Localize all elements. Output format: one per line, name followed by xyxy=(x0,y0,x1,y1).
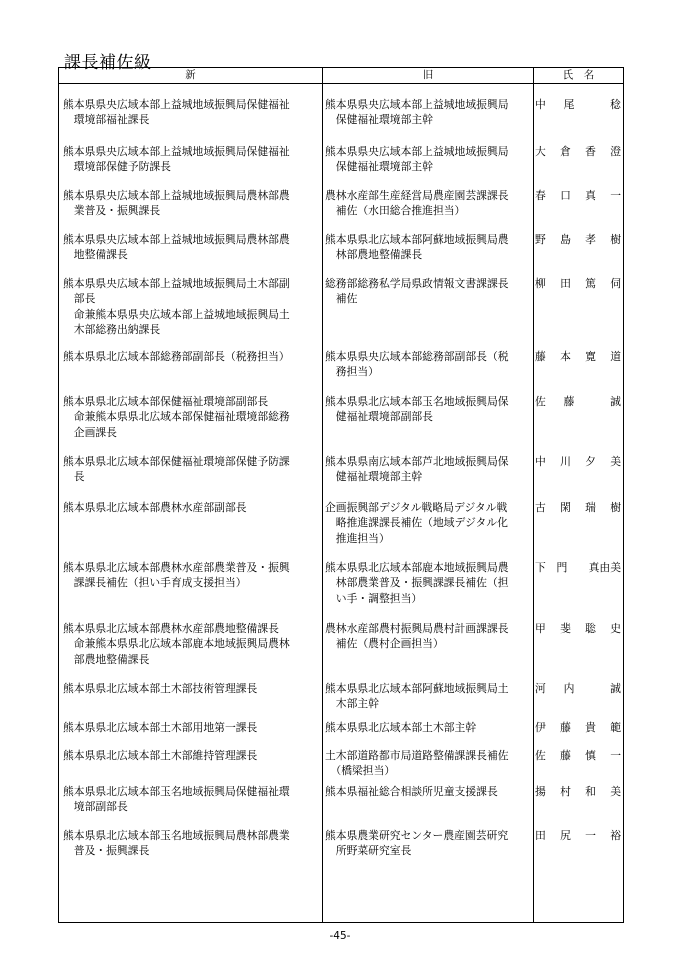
new-position: 熊本県県央広域本部上益城地域振興局土木部副 部長 命兼熊本県県央広域本部上益城地域振興局土 木部総務出納課長 xyxy=(63,277,290,336)
person-name xyxy=(535,828,621,843)
old-position: 熊本県県央広域本部上益城地域振興局 保健福祉環境部主幹 xyxy=(325,98,509,127)
name-char: 稔 xyxy=(610,98,621,111)
name-char: 慎 xyxy=(585,749,596,762)
old-position: 熊本県農業研究センター農産園芸研究 所野菜研究室長 xyxy=(325,829,509,858)
name-char: 貴 xyxy=(585,721,596,734)
person-name xyxy=(535,621,621,636)
new-position: 熊本県県北広域本部土木部用地第一課長 xyxy=(63,721,258,734)
new-position: 熊本県県央広域本部上益城地域振興局保健福祉 環境部保健予防課長 xyxy=(63,145,290,174)
person-name xyxy=(535,454,621,469)
name-char: 斐 xyxy=(560,622,571,635)
person-name xyxy=(535,720,621,735)
old-position: 熊本県県北広域本部阿蘇地域振興局土 木部主幹 xyxy=(325,682,509,711)
name-char: 聡 xyxy=(585,622,596,635)
name-char: 真由美 xyxy=(588,561,621,574)
name-char: 裕 xyxy=(610,829,621,842)
old-position: 熊本県県南広域本部芦北地域振興局保 健福祉環境部主幹 xyxy=(325,455,509,484)
name-char: 樹 xyxy=(610,501,621,514)
personnel-table xyxy=(58,67,624,923)
name-char: 真 xyxy=(585,189,596,202)
name-char: 大 xyxy=(535,145,546,158)
person-name xyxy=(535,748,621,763)
page-heading: 課長補佐級 xyxy=(64,53,152,73)
new-position: 熊本県県北広域本部保健福祉環境部副部長 命兼熊本県県北広域本部保健福祉環境部総務 企画課長 xyxy=(63,395,290,439)
name-char: 田 xyxy=(560,277,571,290)
name-char: 美 xyxy=(610,455,621,468)
old-position: 熊本県県北広域本部阿蘇地域振興局農 林部農地整備課長 xyxy=(325,233,509,262)
old-position: 農林水産部生産経営局農産園芸課課長 補佐（水田総合推進担当） xyxy=(325,189,509,218)
header-name: 氏 名 xyxy=(562,69,595,81)
person-name xyxy=(535,784,621,799)
name-char: 口 xyxy=(560,189,571,202)
name-char: 伊 xyxy=(535,721,546,734)
old-position: 企画振興部デジタル戦略局デジタル戦 略推進課課長補佐（地域デジタル化 推進担当） xyxy=(325,501,508,545)
name-char: 藤 xyxy=(560,721,571,734)
name-char: 夕 xyxy=(585,455,596,468)
name-char: 和 xyxy=(585,785,596,798)
name-char: 内 xyxy=(563,682,575,695)
name-char: 中 xyxy=(535,455,546,468)
new-position: 熊本県県北広域本部総務部副部長（税務担当） xyxy=(63,350,290,363)
person-name xyxy=(535,188,621,203)
old-position: 農林水産部農村振興局農村計画課課長 補佐（農村企画担当） xyxy=(325,622,509,651)
person-name xyxy=(535,232,621,247)
name-char: 春 xyxy=(535,189,546,202)
name-char: 一 xyxy=(610,749,621,762)
name-char: 藤 xyxy=(563,395,575,408)
new-position: 熊本県県央広域本部上益城地域振興局農林部農 業普及・振興課長 xyxy=(63,189,290,218)
name-char: 瑞 xyxy=(585,501,596,514)
name-char: 孝 xyxy=(585,233,596,246)
name-char: 佐 xyxy=(535,749,546,762)
name-char: 道 xyxy=(610,350,621,363)
name-char: 閑 xyxy=(560,501,571,514)
name-char: 本 xyxy=(560,350,571,363)
name-char: 揚 xyxy=(535,785,546,798)
person-name xyxy=(535,500,621,515)
name-char: 下 xyxy=(535,561,546,574)
header-old: 旧 xyxy=(422,69,434,81)
name-char: 誠 xyxy=(610,395,621,408)
old-position: 熊本県県北広域本部玉名地域振興局保 健福祉環境部副部長 xyxy=(325,395,509,424)
person-name xyxy=(535,394,621,409)
name-char: 香 xyxy=(585,145,596,158)
table-header xyxy=(59,68,623,84)
new-position: 熊本県県北広域本部玉名地域振興局農林部農業 普及・振興課長 xyxy=(63,829,290,858)
name-char: 範 xyxy=(610,721,621,734)
name-char: 河 xyxy=(535,682,546,695)
name-char: 野 xyxy=(535,233,546,246)
name-char: 一 xyxy=(585,829,596,842)
new-position: 熊本県県北広域本部農林水産部農地整備課長 命兼熊本県県北広域本部鹿本地域振興局農林 部農地整備課長 xyxy=(63,622,290,666)
person-name xyxy=(535,349,621,364)
name-char: 中 xyxy=(535,98,546,111)
name-char: 川 xyxy=(560,455,571,468)
name-char: 一 xyxy=(610,189,621,202)
new-position: 熊本県県北広域本部玉名地域振興局保健福祉環 境部副部長 xyxy=(63,785,290,814)
name-char: 倉 xyxy=(560,145,571,158)
name-char: 柳 xyxy=(535,277,546,290)
new-position: 熊本県県北広域本部農林水産部農業普及・振興 課課長補佐（担い手育成支援担当） xyxy=(63,561,290,590)
name-char: 村 xyxy=(560,785,571,798)
person-name xyxy=(535,560,621,575)
new-position: 熊本県県北広域本部土木部技術管理課長 xyxy=(63,682,258,695)
column-divider-2 xyxy=(533,68,534,922)
old-position: 熊本県県央広域本部上益城地域振興局 保健福祉環境部主幹 xyxy=(325,145,509,174)
name-char: 伺 xyxy=(610,277,621,290)
person-name xyxy=(535,276,621,291)
old-position: 熊本県県北広域本部土木部主幹 xyxy=(325,721,477,734)
name-char: 美 xyxy=(610,785,621,798)
old-position: 土木部道路都市局道路整備課課長補佐 （橋梁担当） xyxy=(325,749,509,778)
name-char: 藤 xyxy=(535,350,546,363)
name-char: 樹 xyxy=(610,233,621,246)
name-char: 佐 xyxy=(535,395,546,408)
name-char: 尻 xyxy=(560,829,571,842)
name-char: 甲 xyxy=(535,622,546,635)
new-position: 熊本県県北広域本部土木部維持管理課長 xyxy=(63,749,258,762)
person-name xyxy=(535,144,621,159)
name-char: 寛 xyxy=(585,350,596,363)
name-char: 田 xyxy=(535,829,546,842)
name-char: 尾 xyxy=(563,98,575,111)
new-position: 熊本県県北広域本部農林水産部副部長 xyxy=(63,501,247,514)
person-name xyxy=(535,681,621,696)
name-char: 篤 xyxy=(585,277,596,290)
name-char: 史 xyxy=(610,622,621,635)
new-position: 熊本県県北広域本部保健福祉環境部保健予防課 長 xyxy=(63,455,290,484)
page-number: -45- xyxy=(329,930,351,942)
old-position: 総務部総務私学局県政情報文書課課長 補佐 xyxy=(325,277,509,306)
name-char: 島 xyxy=(560,233,571,246)
new-position: 熊本県県央広域本部上益城地域振興局保健福祉 環境部福祉課長 xyxy=(63,98,290,127)
header-new: 新 xyxy=(185,69,196,81)
new-position: 熊本県県央広域本部上益城地域振興局農林部農 地整備課長 xyxy=(63,233,290,262)
person-name xyxy=(535,97,621,112)
name-char: 誠 xyxy=(610,682,621,695)
old-position: 熊本県福祉総合相談所児童支援課長 xyxy=(325,785,498,798)
old-position: 熊本県県北広域本部鹿本地域振興局農 林部農業普及・振興課課長補佐（担 い手・調整担当） xyxy=(325,561,509,605)
old-position: 熊本県県央広域本部総務部副部長（税 務担当） xyxy=(325,350,509,379)
name-char: 澄 xyxy=(610,145,621,158)
name-char: 藤 xyxy=(560,749,571,762)
name-char: 門 xyxy=(556,561,568,574)
name-char: 古 xyxy=(535,501,546,514)
